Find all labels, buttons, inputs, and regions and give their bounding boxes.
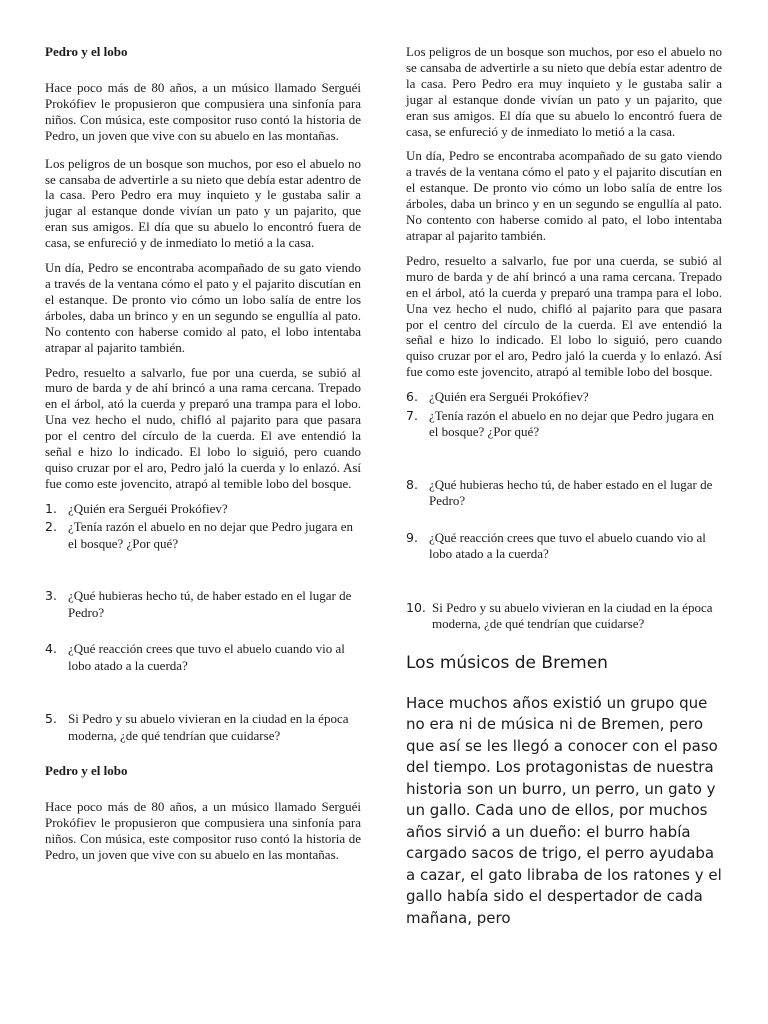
- story-paragraph: Pedro, resuelto a salvarlo, fue por una cuerda, se subió al muro de barda y de ahí brincó a una rama cercana. Trepado en el árbol, ató la cuerda y preparó una trampa para el lobo. Una vez hecho el nudo, chifló al pajarito para que pasara por el centro del círculo de la cuerda. El ave entendió la señal e hizo lo indicado. El lobo lo siguió, pero cuando quiso cruzar por el aro, Pedro jaló la cuerda y lo enlazó. Así fue como este jovencito, atrapó al temible lobo del bosque.: [406, 252, 722, 380]
- question-number: 5.: [45, 711, 57, 727]
- story-paragraph: Los peligros de un bosque son muchos, por eso el abuelo no se cansaba de advertirle a su nieto que debía estar adentro de la casa. Pero Pedro era muy inquieto y le gustaba salir a jugar al estanque donde vivían un pato y un pajarito, que eran sus amigos. El día que su abuelo lo encontró fuera de casa, se enfureció y de inmediato lo metió a la casa.: [406, 44, 722, 139]
- question-item: [45, 519, 361, 552]
- question-number: 2.: [45, 519, 57, 535]
- question-text: Si Pedro y su abuelo vivieran en la ciudad en la época moderna, ¿de qué tendrían que cuidarse?: [432, 599, 713, 632]
- question-item: [45, 641, 361, 674]
- question-number: 7.: [406, 407, 418, 423]
- question-number: 8.: [406, 476, 418, 492]
- story-paragraph: Hace poco más de 80 años, a un músico llamado Serguéi Prokófiev le propusieron que compusiera una sinfonía para niños. Con música, este compositor ruso contó la historia de Pedro, un joven que vive con su abuelo en las montañas.: [45, 80, 361, 143]
- question-text: ¿Tenía razón el abuelo en no dejar que Pedro jugara en el bosque? ¿Por qué?: [429, 407, 714, 440]
- right-column: [406, 44, 722, 929]
- question-list: [406, 389, 722, 633]
- question-item: [45, 711, 361, 744]
- question-item: [406, 389, 722, 406]
- question-item: [406, 530, 722, 563]
- question-number: 9.: [406, 529, 418, 545]
- question-text: Si Pedro y su abuelo vivieran en la ciudad en la época moderna, ¿de qué tendrían que cuidarse?: [68, 711, 349, 743]
- left-column: [45, 44, 361, 872]
- question-number: 4.: [45, 641, 57, 657]
- question-number: 3.: [45, 588, 57, 604]
- question-number: 6.: [406, 389, 418, 405]
- story-paragraph: Los peligros de un bosque son muchos, por eso el abuelo no se cansaba de advertirle a su nieto que debía estar adentro de la casa. Pero Pedro era muy inquieto y le gustaba salir a jugar al estanque donde vivían un pato y un pajarito, que eran sus amigos. El día que su abuelo lo encontró fuera de casa, se enfureció y de inmediato lo metió a la casa.: [45, 155, 361, 251]
- question-list: [45, 501, 361, 745]
- story-paragraph: Hace muchos años existió un grupo que no era ni de música ni de Bremen, pero que así se les llegó a conocer con el paso del tiempo. Los protagonistas de nuestra historia son un burro, un perro, un gato y un gallo. Cada uno de ellos, por muchos años sirvió a un dueño: el burro había cargado sacos de trigo, el perro ayudaba a cazar, el gato libraba de los ratones y el gallo había sido el despertador de cada mañana, pero: [406, 693, 722, 927]
- question-number: 10.: [406, 599, 426, 615]
- story-paragraph: Un día, Pedro se encontraba acompañado de su gato viendo a través de la ventana cómo el pato y el pajarito discutían en el estanque. De pronto vio cómo un lobo salía de entre los árboles, daba un brinco y en un segundo se engullía al pato. No contento con haberse comido al pato, el lobo intentaba atrapar al pajarito también.: [406, 148, 722, 243]
- question-text: ¿Qué hubieras hecho tú, de haber estado en el lugar de Pedro?: [68, 588, 352, 620]
- story-title: Pedro y el lobo: [45, 44, 128, 59]
- question-text: ¿Qué reacción crees que tuvo el abuelo cuando vio al lobo atado a la cuerda?: [68, 641, 345, 673]
- question-text: ¿Quién era Serguéi Prokófiev?: [68, 500, 228, 516]
- story-paragraph: Un día, Pedro se encontraba acompañado de su gato viendo a través de la ventana cómo el pato y el pajarito discutían en el estanque. De pronto vio cómo un lobo salía de entre los árboles, daba un brinco y en un segundo se engullía al pato. No contento con haberse comido al pato, el lobo intentaba atrapar al pajarito también.: [45, 260, 361, 355]
- question-item: [406, 477, 722, 510]
- question-item: [45, 588, 361, 621]
- story-title-repeat: Pedro y el lobo: [45, 763, 128, 779]
- question-text: ¿Tenía razón el abuelo en no dejar que Pedro jugara en el bosque? ¿Por qué?: [68, 519, 353, 551]
- question-text: ¿Qué reacción crees que tuvo el abuelo cuando vio al lobo atado a la cuerda?: [429, 529, 706, 562]
- question-text: ¿Quién era Serguéi Prokófiev?: [429, 389, 589, 405]
- question-number: 1.: [45, 500, 57, 516]
- question-item: [406, 408, 722, 441]
- story-paragraph: Pedro, resuelto a salvarlo, fue por una cuerda, se subió al muro de barda y de ahí brincó a una rama cercana. Trepado en el árbol, ató la cuerda y preparó una trampa para el lobo. Una vez hecho el nudo, chifló al pajarito para que pasara por el centro del círculo de la cuerda. El ave entendió la señal e hizo lo indicado. El lobo lo siguió, pero cuando quiso cruzar por el aro, Pedro jaló la cuerda y lo enlazó. Así fue como este jovencito, atrapó al temible lobo del bosque.: [45, 364, 361, 491]
- story-paragraph: Hace poco más de 80 años, a un músico llamado Serguéi Prokófiev le propusieron que compusiera una sinfonía para niños. Con música, este compositor ruso contó la historia de Pedro, un joven que vive con su abuelo en las montañas.: [45, 799, 361, 862]
- section-heading: Los músicos de Bremen: [406, 652, 608, 673]
- question-item: [45, 501, 361, 518]
- question-text: ¿Qué hubieras hecho tú, de haber estado en el lugar de Pedro?: [429, 476, 713, 509]
- question-item: [406, 600, 722, 633]
